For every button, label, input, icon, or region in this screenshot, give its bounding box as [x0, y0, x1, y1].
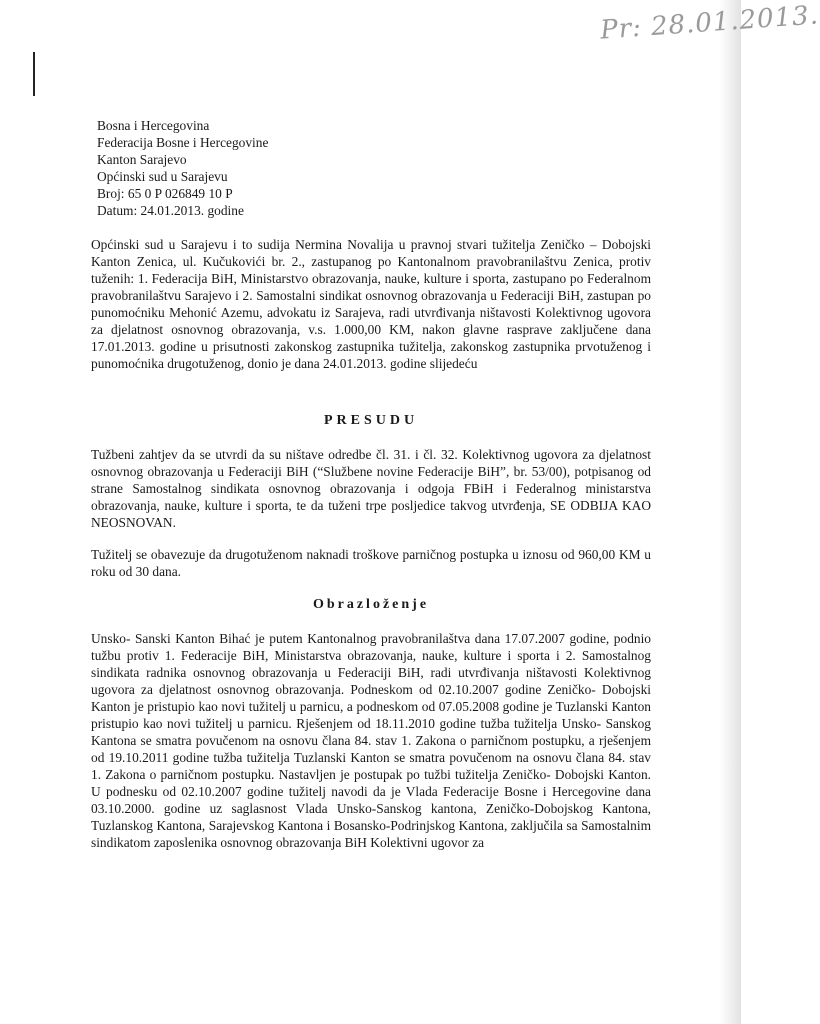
header-line-case-number: Broj: 65 0 P 026849 10 P: [97, 186, 233, 201]
scan-edge-shadow: [719, 0, 741, 1024]
court-header: [97, 117, 497, 219]
margin-mark: [33, 52, 35, 96]
ruling-paragraph: Tužbeni zahtjev da se utvrdi da su ništave odredbe čl. 31. i čl. 32. Kolektivnog ugovora za djelatnost osnovnog obrazovanja u Federaciji BiH (“Službene novine Federacije BiH”, br. 53/00), potpisanog od strane Samostalnog sindikata osnovnog obrazovanja i odgoja FBiH i Federalnog ministarstva obrazovanja, nauke, kulture i sporta, te da tuženi trpe posljedice takvog utvrđenja, SE ODBIJA KAO NEOSNOVAN.: [91, 447, 651, 530]
intro-paragraph: Općinski sud u Sarajevu i to sudija Nermina Novalija u pravnoj stvari tužitelja Zeničko – Dobojski Kanton Zenica, ul. Kučukovići br. 2., zastupanog po Kantonalnom pravobranilaštvu Zenica, protiv tuženih: 1. Federacija BiH, Ministarstvo obrazovanja, nauke, kulture i sporta, zastupano po Federalnom pravobranilaštvu Sarajevo i 2. Samostalni sindikat osnovnog obrazovanja u Federaciji BiH, zastupan po punomoćniku Mehonić Azemu, advokatu iz Sarajeva, radi utvrđivanja ništavosti Kolektivnog ugovora za djelatnost osnovnog obrazovanja, v.s. 1.000,00 KM, nakon glavne rasprave zaključene dana 17.01.2013. godine u prisutnosti zakonskog zastupnika tužitelja, zakonskog zastupnika prvotuženog i punomoćnika drugotuženog, donio je dana 24.01.2013. godine slijedeću: [91, 237, 651, 371]
ruling-heading: PRESUDU: [323, 413, 419, 428]
reasoning-heading: Obrazloženje: [312, 597, 430, 612]
header-line-federation: Federacija Bosne i Hercegovine: [97, 135, 269, 150]
costs-paragraph: Tužitelj se obavezuje da drugotuženom naknadi troškove parničnog postupka u iznosu od 960,00 KM u roku od 30 dana.: [91, 547, 651, 579]
handwritten-receipt-note: Pr: 28.01.2013.: [599, 0, 820, 46]
reasoning-paragraph: Unsko- Sanski Kanton Bihać je putem Kantonalnog pravobranilaštva dana 17.07.2007 godine, podnio tužbu protiv 1. Federacije BiH, Ministarstva obrazovanja, nauke, kulture i sporta i 2. Samostalnog sindikata radnika osnovnog obrazovanja u Federaciji BiH, radi utvrđivanja ništavosti Kolektivnog ugovora za djelatnost osnovnog obrazovanja. Podneskom od 02.10.2007 godine Zeničko- Dobojski Kanton je pristupio kao novi tužitelj u parnicu, a podneskom od 07.05.2008 godine je Tuzlanski Kanton pristupio kao novi tužitelj u parnicu. Rješenjem od 18.11.2010 godine tužba tužitelja Unsko- Sanskog Kantona se smatra povučenom na osnovu člana 84. stav 1. Zakona o parničnom postupku, a rješenjem od 19.10.2011 godine tužba tužitelja Tuzlanski Kanton se smatra povučenom na osnovu člana 84. stav 1. Zakona o parničnom postupku. Nastavljen je postupak po tužbi tužitelja Zeničko- Dobojski Kanton. U podnesku od 02.10.2007 godine tužitelj navodi da je Vlada Federacije Bosne i Hercegovine dana 03.10.2000. godine uz saglasnost Vlada Unsko-Sanskog kantona, Zeničko-Dobojskog Kantona, Tuzlanskog Kantona, Sarajevskog Kantona i Bosansko-Podrinjskog Kantona, zaključila sa Samostalnim sindikatom zaposlenika osnovnog obrazovanja BiH Kolektivni ugovor za: [91, 631, 651, 850]
header-line-country: Bosna i Hercegovina: [97, 118, 210, 133]
header-line-court: Općinski sud u Sarajevu: [97, 169, 228, 184]
header-line-date: Datum: 24.01.2013. godine: [97, 203, 244, 218]
header-line-canton: Kanton Sarajevo: [97, 152, 187, 167]
